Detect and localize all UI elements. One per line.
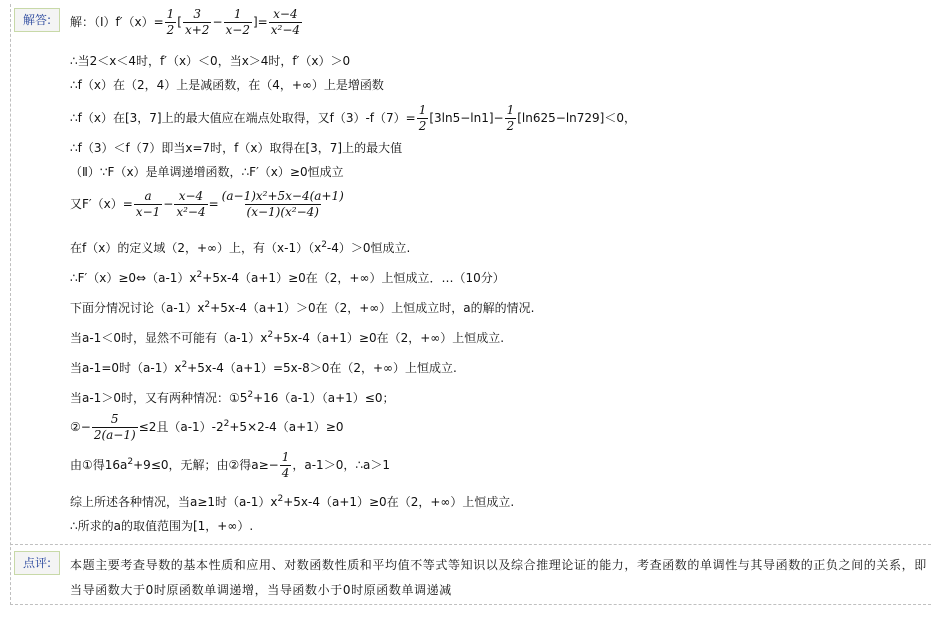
- left-border: [10, 4, 11, 605]
- fraction: $\frac{1}{2}$: [506, 103, 515, 133]
- text: 又F′（x）=: [70, 197, 133, 211]
- solution-line-4: [70, 103, 636, 134]
- solution-line-2: ∴当2＜x＜4时，f′（x）＜0，当x＞4时，f′（x）＞0: [70, 54, 351, 68]
- text: 解：（Ⅰ）f′（x）=: [70, 15, 164, 29]
- text: ≤2且（a-1）-2: [138, 420, 224, 434]
- fraction: $\frac{3}{x+2}$: [184, 7, 210, 37]
- fraction: $\frac{1}{4}$: [281, 450, 290, 480]
- fraction: $\frac{5}{2(a-1)}$: [93, 412, 136, 442]
- solution-line-17: ∴所求的a的取值范围为[1，+∞）.: [70, 519, 254, 533]
- bottom-divider: [10, 604, 931, 605]
- fraction: $\frac{1}{2}$: [418, 103, 427, 133]
- comment-tag: 点评:: [14, 551, 60, 575]
- text: 由①得16a: [70, 458, 128, 472]
- text: [ln625−ln729]＜0，: [517, 111, 636, 125]
- solution-line-6: （Ⅱ）∵F（x）是单调递增函数，∴F′（x）≥0恒成立: [70, 165, 344, 179]
- text: −: [163, 197, 174, 211]
- solution-line-16: 综上所述各种情况，当a≥1时$(a-1)x^2+5x-4(a+1)\ge 0$在（2，+∞）上恒成立.: [70, 494, 515, 509]
- solution-line-14: ②− $\frac{5}{2(a-1)}$ ≤2且$(a-1)-2^2+5\times 2-4(a+1)\ge 0$: [70, 412, 344, 442]
- text: ②−: [70, 420, 91, 434]
- solution-line-3: ∴f（x）在（2，4）上是减函数，在（4，+∞）上是增函数: [70, 78, 384, 92]
- fraction: $\frac{x-4}{\text{x²−4}}$: [270, 7, 301, 37]
- text: ，a-1＞0，∴a＞1: [292, 458, 390, 472]
- solution-line-10: 下面分情况讨论$(a-1)x^2+5x-4(a+1)>0$在（2，+∞）上恒成立时，a的解的情况.: [70, 300, 535, 315]
- solution-line-13: 当a-1＞0时，又有两种情况：$①5^2+16(a-1)(a+1)\le 0$；: [70, 390, 395, 405]
- answer-panel: [10, 4, 931, 605]
- section-divider: [10, 544, 931, 545]
- solution-line-1: [70, 7, 303, 38]
- text: +5×2-4（a+1）≥0: [229, 420, 344, 434]
- solution-line-5: ∴f（3）＜f（7）即当x=7时，f（x）取得在[3，7]上的最大值: [70, 141, 403, 155]
- solution-line-11: 当a-1＜0时，显然不可能有$(a-1)x^2+5x-4(a+1)\ge 0$在（2，+∞）上恒成立.: [70, 330, 505, 345]
- text: [3ln5−ln1]−: [429, 111, 504, 125]
- fraction: $\frac{1}{2}$: [166, 7, 175, 37]
- solution-line-8: 在f（x）的定义域（2，+∞）上，有$(x-1)(x^2-4)>0$恒成立.: [70, 240, 411, 255]
- text: ∴f（x）在[3，7]上的最大值应在端点处取得，又f（3）-f（7）=: [70, 111, 416, 125]
- fraction: $\frac{x-4}{\text{x²−4}}$: [176, 189, 206, 219]
- text: [: [177, 15, 182, 29]
- text: ]=: [252, 15, 268, 29]
- fraction: $\frac{\text{(a−1)x²+5x−4(a+1)}}{\text{(x−1)(x²−4)}}$: [221, 189, 344, 219]
- solution-line-9: $\therefore F'(x)\ge 0\Leftrightarrow(a-1)x^2+5x-4(a+1)\ge 0$在（2，+∞）上恒成立．…（10分）: [70, 270, 505, 285]
- solution-line-12: 当a-1=0时$(a-1)x^2+5x-4(a+1)=5x-8>0$在（2，+∞）上恒成立.: [70, 360, 457, 375]
- text: =: [208, 197, 219, 211]
- comment-text: 本题主要考查导数的基本性质和应用、对数函数性质和平均值不等式等知识以及综合推理论证的能力，考查函数的单调性与其导函数的正负之间的关系，即当导函数大于0时原函数单调递增，当导函数小于0时原函数单调递减: [70, 558, 927, 597]
- fraction: $\frac{a}{x-1}$: [135, 189, 161, 219]
- solution-line-7: [70, 189, 347, 220]
- answer-tag: 解答:: [14, 8, 60, 32]
- solution-line-15: 由①得$16a^2+9\le 0$，无解；由②得a≥− $\frac{1}{4}$ ，a-1＞0，∴a＞1: [70, 450, 390, 480]
- fraction: $\frac{1}{x-2}$: [225, 7, 250, 37]
- text: +9≤0，无解；由②得a≥−: [133, 458, 279, 472]
- text: −: [212, 15, 223, 29]
